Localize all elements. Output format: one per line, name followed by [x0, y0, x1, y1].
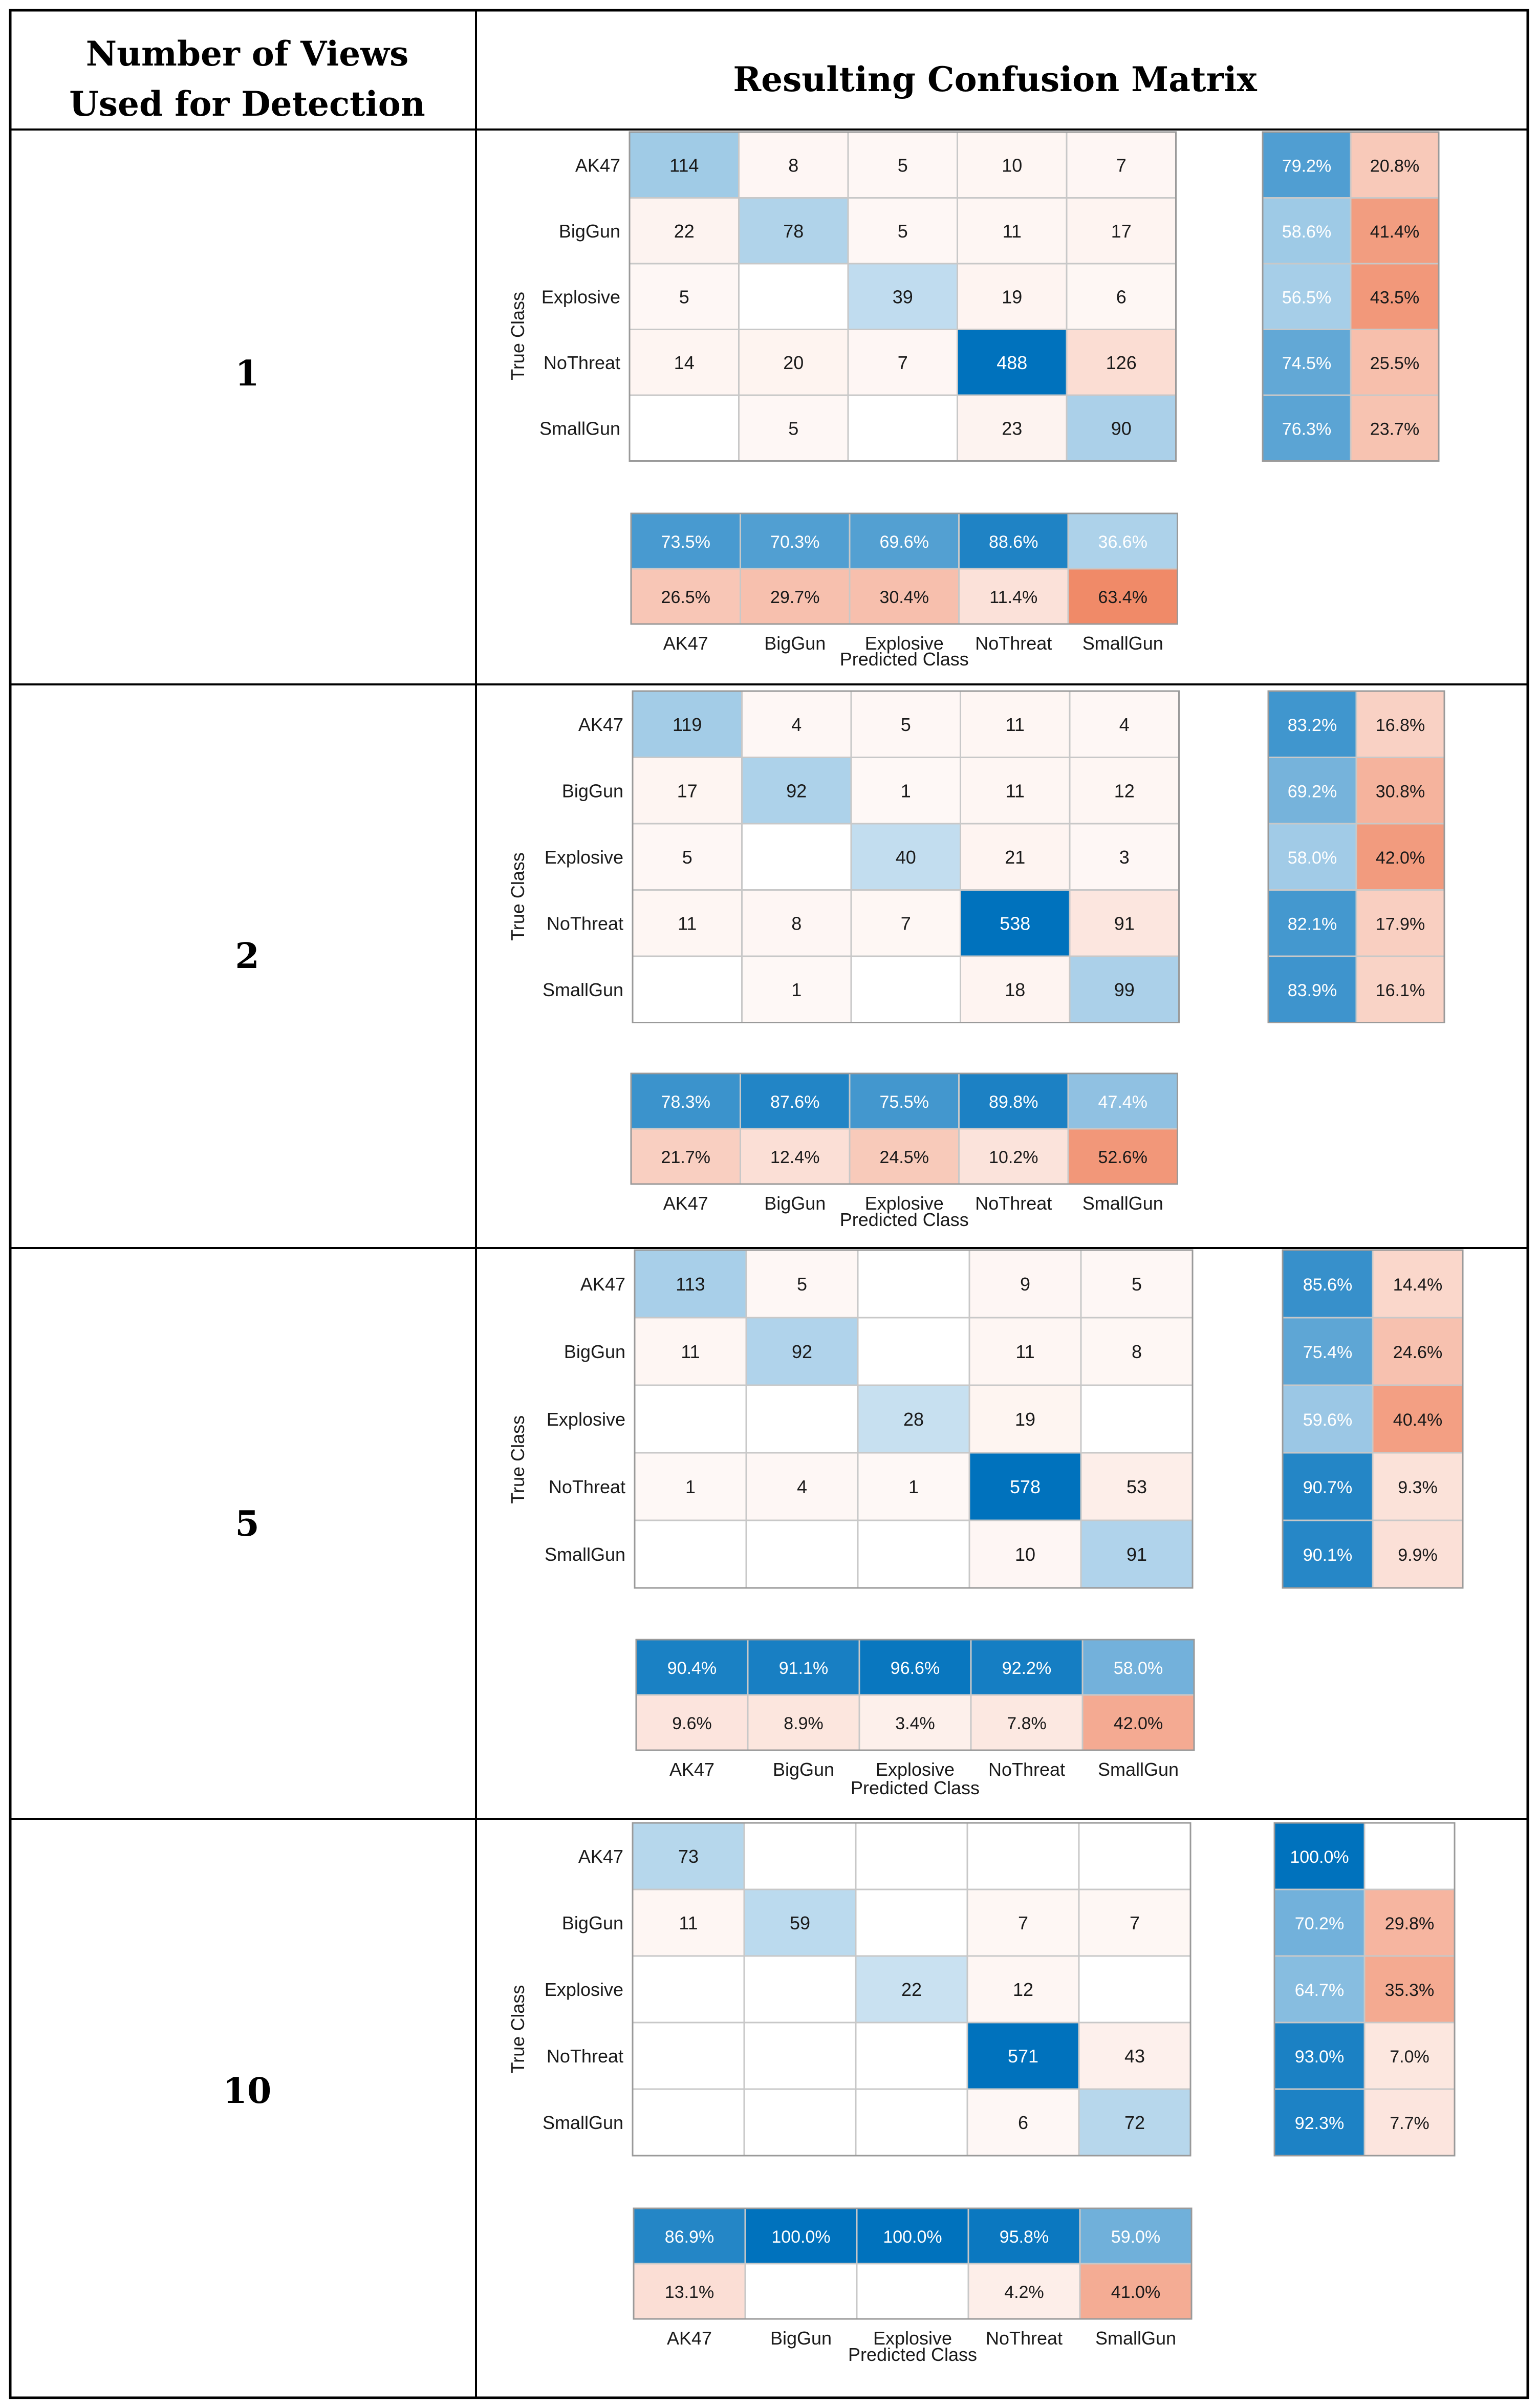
row-summary-value: 59.6% — [1303, 1410, 1353, 1430]
matrix-cell — [739, 264, 849, 330]
matrix-cell-value: 9 — [1020, 1274, 1031, 1295]
col-summary-value: 41.0% — [1111, 2283, 1161, 2302]
col-class-label: AK47 — [663, 1193, 708, 1214]
row-class-label: NoThreat — [546, 913, 623, 934]
row-summary-value: 35.3% — [1384, 1981, 1435, 2000]
row-summary-value: 14.4% — [1393, 1275, 1443, 1295]
col-class-label: AK47 — [663, 633, 708, 654]
matrix-cell-value: 11 — [679, 1912, 698, 1933]
matrix-cell-value: 22 — [674, 220, 695, 242]
row-class-label: Explosive — [541, 286, 620, 308]
row-summary-value: 25.5% — [1370, 353, 1420, 373]
col-summary-value: 21.7% — [661, 1148, 710, 1167]
row-class-label: BigGun — [558, 220, 620, 242]
row-summary-value: 93.0% — [1294, 2047, 1345, 2067]
col-summary-cell — [745, 2264, 857, 2319]
col-summary-value: 4.2% — [1004, 2283, 1044, 2302]
matrix-cell — [856, 1823, 967, 1889]
matrix-cell-value: 7 — [897, 352, 908, 373]
col-summary-value: 63.4% — [1098, 588, 1147, 607]
col-class-label: SmallGun — [1082, 1193, 1163, 1214]
matrix-cell-value: 43 — [1124, 2046, 1145, 2067]
col-summary-value: 95.8% — [999, 2227, 1049, 2247]
row-summary-value: 100.0% — [1290, 1847, 1349, 1867]
row-summary-value: 56.5% — [1282, 288, 1332, 308]
col-summary-value: 7.8% — [1007, 1714, 1047, 1733]
row-class-label: AK47 — [578, 1846, 623, 1867]
header-views-line1: Number of Views — [85, 34, 409, 74]
matrix-cell-value: 5 — [900, 714, 911, 735]
matrix-cell — [633, 956, 742, 1023]
matrix-cell-value: 12 — [1114, 780, 1135, 802]
col-class-label: NoThreat — [985, 2328, 1063, 2349]
row-summary-value: 58.0% — [1287, 848, 1337, 868]
col-summary-value: 24.5% — [879, 1148, 929, 1167]
col-summary-value: 30.4% — [879, 588, 929, 607]
matrix-views-5 — [235, 1250, 1463, 1798]
row-summary-value: 85.6% — [1303, 1275, 1353, 1295]
row-summary-value: 9.3% — [1398, 1478, 1438, 1497]
row-class-label: SmallGun — [544, 1544, 625, 1565]
col-summary-value: 75.5% — [879, 1092, 929, 1112]
col-summary-value: 10.2% — [989, 1148, 1038, 1167]
col-class-label: NoThreat — [975, 1193, 1052, 1214]
matrix-cell-value: 538 — [1000, 913, 1031, 934]
row-summary-value: 16.1% — [1375, 980, 1425, 1000]
col-summary-value: 8.9% — [784, 1714, 824, 1733]
col-summary-value: 86.9% — [664, 2227, 714, 2247]
row-summary-value: 75.4% — [1303, 1343, 1353, 1362]
col-summary-value: 96.6% — [890, 1659, 940, 1678]
row-summary-value: 92.3% — [1294, 2114, 1345, 2133]
row-class-label: NoThreat — [548, 1476, 625, 1497]
col-summary-value: 87.6% — [770, 1092, 820, 1112]
matrix-cell-value: 5 — [897, 220, 908, 242]
matrix-cell-value: 11 — [1005, 714, 1025, 735]
matrix-cell-value: 7 — [1129, 1912, 1140, 1933]
col-class-label: NoThreat — [988, 1759, 1066, 1780]
matrix-cell-value: 23 — [1002, 418, 1023, 439]
matrix-cell-value: 5 — [679, 286, 689, 308]
matrix-cell-value: 11 — [1002, 220, 1022, 242]
matrix-cell — [856, 2089, 967, 2156]
row-summary-value: 69.2% — [1287, 782, 1337, 802]
col-class-label: AK47 — [669, 1759, 715, 1780]
matrix-cell-value: 3 — [1119, 846, 1130, 868]
col-class-label: SmallGun — [1095, 2328, 1177, 2349]
matrix-cell-value: 91 — [1114, 913, 1135, 934]
row-class-label: BigGun — [561, 1912, 623, 1933]
matrix-cell-value: 40 — [895, 846, 916, 868]
matrix-cell-value: 92 — [786, 780, 807, 802]
matrix-cell — [744, 2023, 856, 2089]
matrix-cell — [633, 2023, 744, 2089]
row-summary-value: 76.3% — [1282, 419, 1332, 439]
row-summary-cell — [1364, 1823, 1455, 1889]
row-class-label: AK47 — [575, 155, 620, 176]
views-count-label: 10 — [223, 2071, 272, 2112]
row-summary-value: 43.5% — [1370, 288, 1420, 308]
matrix-cell-value: 4 — [791, 714, 802, 735]
col-class-label: AK47 — [666, 2328, 712, 2349]
col-class-label: BigGun — [770, 2328, 832, 2349]
matrix-cell-value: 12 — [1012, 1979, 1034, 2000]
matrix-cell-value: 7 — [1116, 155, 1127, 176]
row-class-label: BigGun — [561, 780, 623, 802]
matrix-cell-value: 10 — [1002, 155, 1023, 176]
matrix-cell — [858, 1520, 969, 1588]
col-summary-value: 9.6% — [672, 1714, 712, 1733]
matrix-cell — [635, 1385, 746, 1453]
row-summary-value: 83.2% — [1287, 715, 1337, 735]
col-summary-cell — [857, 2264, 968, 2319]
row-summary-value: 16.8% — [1375, 715, 1425, 735]
row-class-label: SmallGun — [542, 979, 623, 1000]
col-summary-value: 13.1% — [664, 2283, 714, 2302]
matrix-cell-value: 92 — [791, 1341, 813, 1362]
matrix-cell-value: 53 — [1126, 1476, 1147, 1497]
matrix-cell-value: 8 — [791, 913, 802, 934]
row-summary-value: 7.0% — [1390, 2047, 1429, 2067]
header-confusion-matrix: Resulting Confusion Matrix — [733, 59, 1257, 99]
matrix-cell — [633, 2089, 744, 2156]
matrix-cell — [746, 1520, 858, 1588]
col-summary-value: 47.4% — [1098, 1092, 1147, 1112]
matrix-cell — [633, 1956, 744, 2023]
x-axis-title: Predicted Class — [839, 649, 969, 670]
col-summary-value: 26.5% — [661, 588, 710, 607]
matrix-cell-value: 91 — [1126, 1544, 1147, 1565]
row-summary-value: 40.4% — [1393, 1410, 1443, 1430]
row-summary-value: 9.9% — [1398, 1545, 1438, 1565]
col-summary-value: 58.0% — [1113, 1659, 1163, 1678]
matrix-cell-value: 19 — [1002, 286, 1023, 308]
matrix-cell — [856, 2023, 967, 2089]
matrix-cell — [744, 2089, 856, 2156]
row-class-label: BigGun — [564, 1341, 625, 1362]
row-summary-value: 23.7% — [1370, 419, 1420, 439]
matrix-cell-value: 1 — [685, 1476, 696, 1497]
matrix-cell-value: 11 — [1015, 1341, 1035, 1362]
row-class-label: AK47 — [578, 714, 623, 735]
matrix-views-1 — [235, 132, 1439, 670]
matrix-cell — [858, 1250, 969, 1318]
matrix-cell-value: 578 — [1009, 1476, 1041, 1497]
row-summary-value: 79.2% — [1282, 156, 1332, 176]
views-count-label: 5 — [235, 1503, 259, 1544]
matrix-cell-value: 90 — [1111, 418, 1132, 439]
matrix-cell-value: 18 — [1005, 979, 1026, 1000]
row-class-label: SmallGun — [539, 418, 620, 439]
row-summary-value: 83.9% — [1287, 980, 1337, 1000]
row-summary-value: 64.7% — [1294, 1981, 1345, 2000]
matrix-cell — [1081, 1385, 1193, 1453]
matrix-cell-value: 21 — [1005, 846, 1026, 868]
col-summary-value: 70.3% — [770, 532, 820, 552]
row-summary-value: 90.7% — [1303, 1478, 1353, 1497]
col-summary-value: 52.6% — [1098, 1148, 1147, 1167]
row-class-label: NoThreat — [546, 2046, 623, 2067]
matrix-cell-value: 4 — [1119, 714, 1130, 735]
y-axis-title: True Class — [507, 291, 528, 380]
views-count-label: 1 — [235, 353, 259, 394]
matrix-cell — [967, 1823, 1079, 1889]
matrix-cell-value: 10 — [1014, 1544, 1036, 1565]
row-summary-value: 74.5% — [1282, 353, 1332, 373]
matrix-cell-value: 114 — [669, 155, 699, 176]
matrix-cell-value: 6 — [1017, 2112, 1029, 2133]
col-class-label: Explosive — [864, 1193, 944, 1214]
x-axis-title: Predicted Class — [848, 2344, 978, 2365]
col-summary-value: 90.4% — [667, 1659, 717, 1678]
matrix-cell-value: 78 — [783, 220, 804, 242]
x-axis-title: Predicted Class — [839, 1209, 969, 1230]
matrix-cell — [744, 1956, 856, 2023]
row-summary-value: 20.8% — [1370, 156, 1420, 176]
row-summary-value: 82.1% — [1287, 914, 1337, 934]
matrix-cell — [858, 1318, 969, 1385]
x-axis-title: Predicted Class — [850, 1777, 980, 1798]
matrix-cell-value: 11 — [1005, 780, 1025, 802]
matrix-cell — [848, 395, 958, 461]
matrix-views-2 — [235, 691, 1444, 1230]
col-class-label: SmallGun — [1097, 1759, 1179, 1780]
col-summary-value: 100.0% — [883, 2227, 942, 2247]
col-summary-value: 92.2% — [1002, 1659, 1052, 1678]
col-summary-value: 73.5% — [661, 532, 710, 552]
matrix-cell-value: 59 — [789, 1912, 811, 1933]
row-class-label: NoThreat — [543, 352, 620, 373]
row-summary-value: 24.6% — [1393, 1343, 1443, 1362]
row-class-label: Explosive — [544, 846, 623, 868]
row-summary-value: 30.8% — [1375, 782, 1425, 802]
col-class-label: Explosive — [873, 2328, 952, 2349]
row-summary-value: 17.9% — [1375, 914, 1425, 934]
matrix-cell — [744, 1823, 856, 1889]
matrix-cell — [856, 1889, 967, 1956]
matrix-cell — [635, 1520, 746, 1588]
matrix-cell-value: 20 — [783, 352, 804, 373]
matrix-cell-value: 1 — [900, 780, 911, 802]
matrix-cell-value: 17 — [677, 780, 698, 802]
matrix-cell-value: 73 — [678, 1846, 699, 1867]
matrix-cell-value: 22 — [901, 1979, 922, 2000]
row-class-label: AK47 — [580, 1274, 625, 1295]
views-count-label: 2 — [235, 936, 259, 977]
matrix-cell-value: 1 — [908, 1476, 919, 1497]
matrix-cell-value: 126 — [1106, 352, 1137, 373]
col-summary-value: 29.7% — [770, 588, 820, 607]
col-summary-value: 42.0% — [1113, 1714, 1163, 1733]
matrix-cell — [1079, 1956, 1190, 2023]
col-class-label: Explosive — [875, 1759, 955, 1780]
col-class-label: Explosive — [864, 633, 944, 654]
row-summary-value: 7.7% — [1390, 2114, 1429, 2133]
matrix-cell-value: 5 — [1131, 1274, 1142, 1295]
col-summary-value: 89.8% — [989, 1092, 1038, 1112]
matrix-cell-value: 5 — [897, 155, 908, 176]
col-summary-value: 88.6% — [989, 532, 1038, 552]
col-summary-value: 59.0% — [1111, 2227, 1161, 2247]
matrix-cell-value: 17 — [1111, 220, 1132, 242]
row-summary-value: 90.1% — [1303, 1545, 1353, 1565]
col-summary-value: 100.0% — [771, 2227, 831, 2247]
col-class-label: NoThreat — [975, 633, 1052, 654]
matrix-cell-value: 14 — [674, 352, 695, 373]
matrix-cell-value: 119 — [673, 714, 702, 735]
matrix-cell-value: 7 — [1017, 1912, 1029, 1933]
row-summary-value: 70.2% — [1294, 1914, 1345, 1933]
matrix-cell-value: 5 — [796, 1274, 808, 1295]
row-class-label: Explosive — [544, 1979, 623, 2000]
col-summary-value: 78.3% — [661, 1092, 710, 1112]
row-summary-value: 41.4% — [1370, 222, 1420, 242]
matrix-cell-value: 72 — [1124, 2112, 1145, 2133]
matrix-views-10 — [223, 1823, 1455, 2365]
header-views-line2: Used for Detection — [69, 84, 425, 124]
col-summary-value: 36.6% — [1098, 532, 1147, 552]
col-summary-value: 91.1% — [778, 1659, 829, 1678]
matrix-cell-value: 99 — [1114, 979, 1135, 1000]
col-summary-value: 3.4% — [895, 1714, 935, 1733]
col-class-label: SmallGun — [1082, 633, 1163, 654]
col-class-label: BigGun — [772, 1759, 835, 1780]
matrix-cell-value: 11 — [678, 913, 697, 934]
matrix-cell-value: 19 — [1014, 1409, 1036, 1430]
matrix-cell — [851, 956, 961, 1023]
matrix-cell-value: 28 — [903, 1409, 924, 1430]
matrix-cell-value: 571 — [1007, 2046, 1039, 2067]
matrix-cell-value: 5 — [788, 418, 799, 439]
row-class-label: SmallGun — [542, 2112, 623, 2133]
matrix-cell-value: 11 — [681, 1341, 700, 1362]
col-summary-value: 11.4% — [989, 588, 1038, 607]
col-summary-value: 12.4% — [770, 1148, 820, 1167]
matrix-cell-value: 488 — [997, 352, 1028, 373]
col-class-label: BigGun — [764, 1193, 826, 1214]
col-class-label: BigGun — [764, 633, 826, 654]
col-summary-value: 69.6% — [879, 532, 929, 552]
matrix-cell-value: 7 — [900, 913, 911, 934]
matrix-cell-value: 113 — [676, 1274, 705, 1295]
row-summary-value: 58.6% — [1282, 222, 1332, 242]
y-axis-title: True Class — [507, 1415, 528, 1504]
matrix-cell-value: 8 — [1131, 1341, 1142, 1362]
y-axis-title: True Class — [507, 852, 528, 941]
matrix-cell — [746, 1385, 858, 1453]
matrix-cell-value: 1 — [791, 979, 802, 1000]
row-summary-value: 42.0% — [1375, 848, 1425, 868]
row-class-label: Explosive — [546, 1409, 625, 1430]
matrix-cell-value: 5 — [682, 846, 692, 868]
matrix-cell-value: 39 — [892, 286, 913, 308]
matrix-cell-value: 4 — [796, 1476, 808, 1497]
matrix-cell — [1079, 1823, 1190, 1889]
matrix-cell-value: 6 — [1116, 286, 1127, 308]
row-summary-value: 29.8% — [1384, 1914, 1435, 1933]
matrix-cell — [630, 395, 739, 461]
matrix-cell-value: 8 — [788, 155, 799, 176]
matrix-cell — [742, 824, 852, 890]
y-axis-title: True Class — [507, 1985, 528, 2074]
